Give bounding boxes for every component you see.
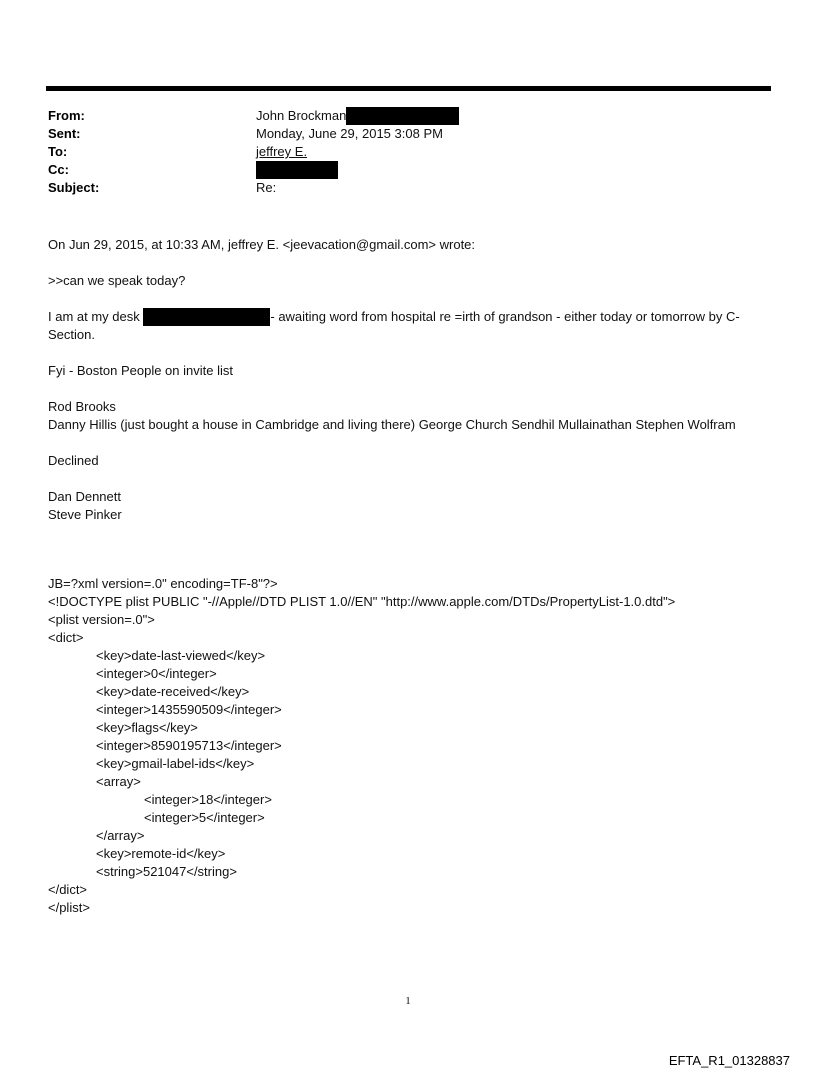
- xml-line: <string>521047</string>: [96, 864, 237, 879]
- subject-row: [48, 179, 768, 197]
- xml-line: <integer>18</integer>: [144, 792, 272, 807]
- fyi-line: Fyi - Boston People on invite list: [48, 363, 233, 378]
- subject-value: Re:: [256, 180, 277, 195]
- to-label: To:: [48, 144, 68, 159]
- redaction-box: [346, 107, 459, 125]
- name-list-line: Danny Hillis (just bought a house in Cambridge and living there) George Church Sendhil Mullainathan Stephen Wolfram: [48, 417, 736, 432]
- name-dan: Dan Dennett: [48, 489, 121, 504]
- xml-line: </plist>: [48, 900, 90, 915]
- cc-value: [256, 161, 338, 179]
- cc-label: Cc:: [48, 162, 69, 177]
- xml-line: <key>remote-id</key>: [96, 846, 226, 861]
- sent-row: [48, 125, 768, 143]
- document-id: EFTA_R1_01328837: [668, 1053, 790, 1068]
- xml-line: <key>date-received</key>: [96, 684, 250, 699]
- declined-heading: Declined: [48, 453, 99, 468]
- name-steve: Steve Pinker: [48, 507, 122, 522]
- email-header: [48, 107, 768, 197]
- plist-xml: [48, 575, 773, 917]
- header-rule: [46, 86, 771, 91]
- redaction-box: [143, 308, 270, 326]
- xml-line: <key>flags</key>: [96, 720, 198, 735]
- sent-value: Monday, June 29, 2015 3:08 PM: [256, 126, 443, 141]
- to-value: jeffrey E.: [256, 144, 308, 159]
- desk-paragraph: [48, 308, 773, 326]
- xml-line: <integer>0</integer>: [96, 666, 217, 681]
- xml-line: <plist version=.0">: [48, 612, 155, 627]
- email-body: [48, 236, 773, 524]
- xml-line: JB=?xml version=.0" encoding=TF-8"?>: [48, 576, 278, 591]
- name-rod: Rod Brooks: [48, 399, 116, 414]
- xml-line: <key>date-last-viewed</key>: [96, 648, 266, 663]
- from-value: [256, 107, 459, 125]
- xml-line: </dict>: [48, 882, 88, 897]
- xml-line: </array>: [96, 828, 145, 843]
- cc-row: [48, 161, 768, 179]
- quote-intro: On Jun 29, 2015, at 10:33 AM, jeffrey E. <jeevacation@gmail.com> wrote:: [48, 237, 476, 252]
- redaction-box: [256, 161, 338, 179]
- desk-continuation: Section.: [48, 327, 95, 342]
- desk-text-after: - awaiting word from hospital re =irth of grandson - either today or tomorrow by C-: [270, 309, 740, 324]
- to-row: [48, 143, 768, 161]
- xml-line: <array>: [96, 774, 141, 789]
- page-number: 1: [405, 995, 411, 1007]
- from-label: From:: [48, 108, 85, 123]
- desk-text-before: I am at my desk: [48, 309, 144, 324]
- xml-line: <integer>1435590509</integer>: [96, 702, 282, 717]
- from-row: [48, 107, 768, 125]
- xml-line: <!DOCTYPE plist PUBLIC "-//Apple//DTD PLIST 1.0//EN" "http://www.apple.com/DTDs/PropertyList-1.0.dtd">: [48, 594, 676, 609]
- from-name: John Brockman: [256, 108, 347, 123]
- sent-label: Sent:: [48, 126, 81, 141]
- subject-label: Subject:: [48, 180, 100, 195]
- quoted-line: >>can we speak today?: [48, 273, 186, 288]
- xml-line: <key>gmail-label-ids</key>: [96, 756, 255, 771]
- xml-line: <dict>: [48, 630, 84, 645]
- xml-line: <integer>8590195713</integer>: [96, 738, 282, 753]
- xml-line: <integer>5</integer>: [144, 810, 265, 825]
